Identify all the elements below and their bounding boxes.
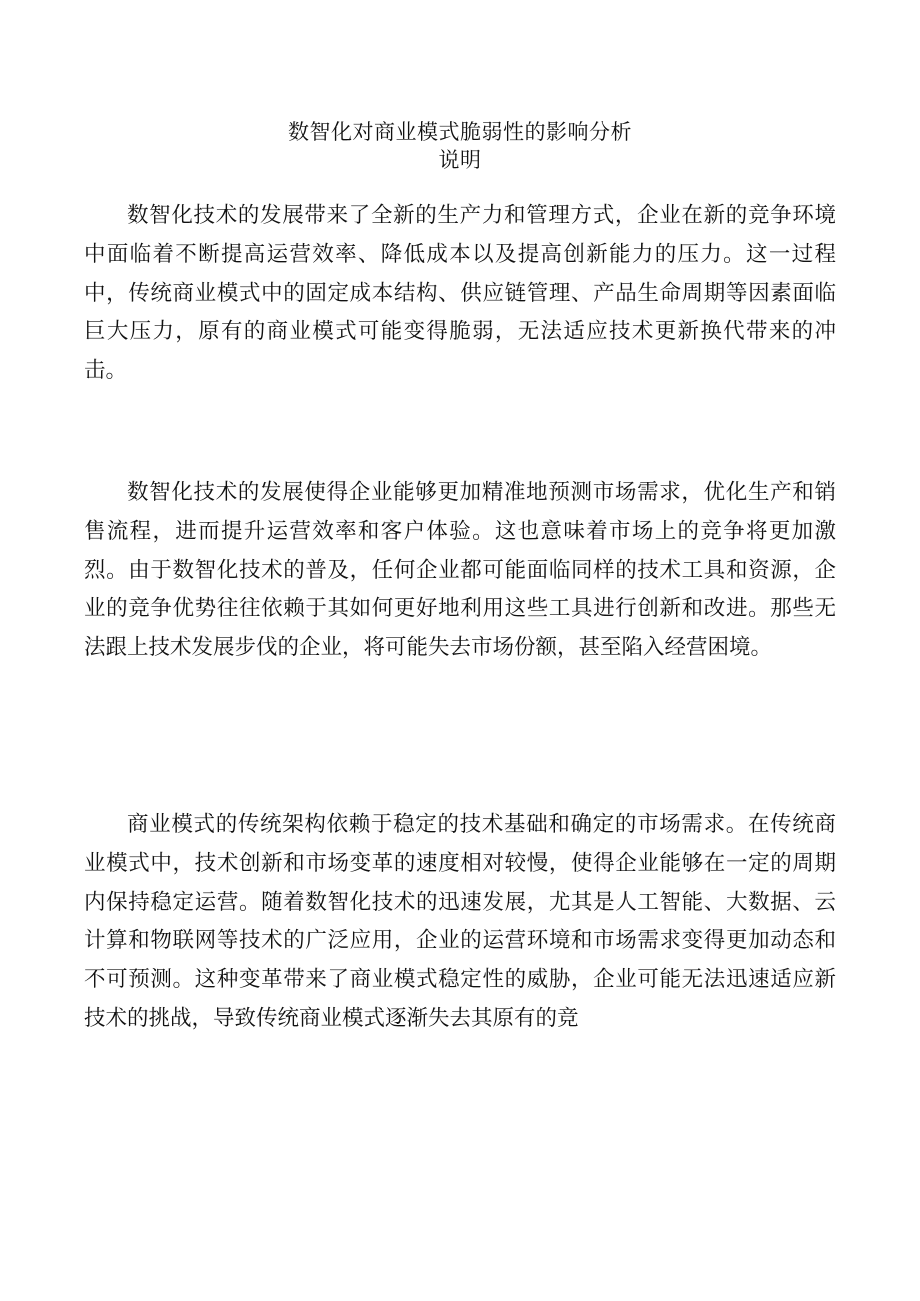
paragraph-2-block (84, 474, 836, 668)
paragraph-3-block (84, 806, 836, 1039)
paragraph: 数智化技术的发展带来了全新的生产力和管理方式，企业在新的竞争环境中面临着不断提高运营效率、降低成本以及提高创新能力的压力。这一过程中，传统商业模式中的固定成本结构、供应链管理、产品生命周期等因素面临巨大压力，原有的商业模式可能变得脆弱，无法适应技术更新换代带来的冲击。 (84, 203, 836, 384)
paragraph: 商业模式的传统架构依赖于稳定的技术基础和确定的市场需求。在传统商业模式中，技术创新和市场变革的速度相对较慢，使得企业能够在一定的周期内保持稳定运营。随着数智化技术的迅速发展，尤其是人工智能、大数据、云计算和物联网等技术的广泛应用，企业的运营环境和市场需求变得更加动态和不可预测。这种变革带来了商业模式稳定性的威胁，企业可能无法迅速适应新技术的挑战，导致传统商业模式逐渐失去其原有的竞 (84, 812, 836, 1031)
paragraph-1-block (84, 197, 836, 391)
document-subtitle: 说明 (438, 148, 482, 172)
paragraph: 数智化技术的发展使得企业能够更加精准地预测市场需求，优化生产和销售流程，进而提升运营效率和客户体验。这也意味着市场上的竞争将更加激烈。由于数智化技术的普及，任何企业都可能面临同样的技术工具和资源，企业的竞争优势往往依赖于其如何更好地利用这些工具进行创新和改进。那些无法跟上技术发展步伐的企业，将可能失去市场份额，甚至陷入经营困境。 (84, 480, 836, 661)
document-title: 数智化对商业模式脆弱性的影响分析 (288, 120, 632, 144)
